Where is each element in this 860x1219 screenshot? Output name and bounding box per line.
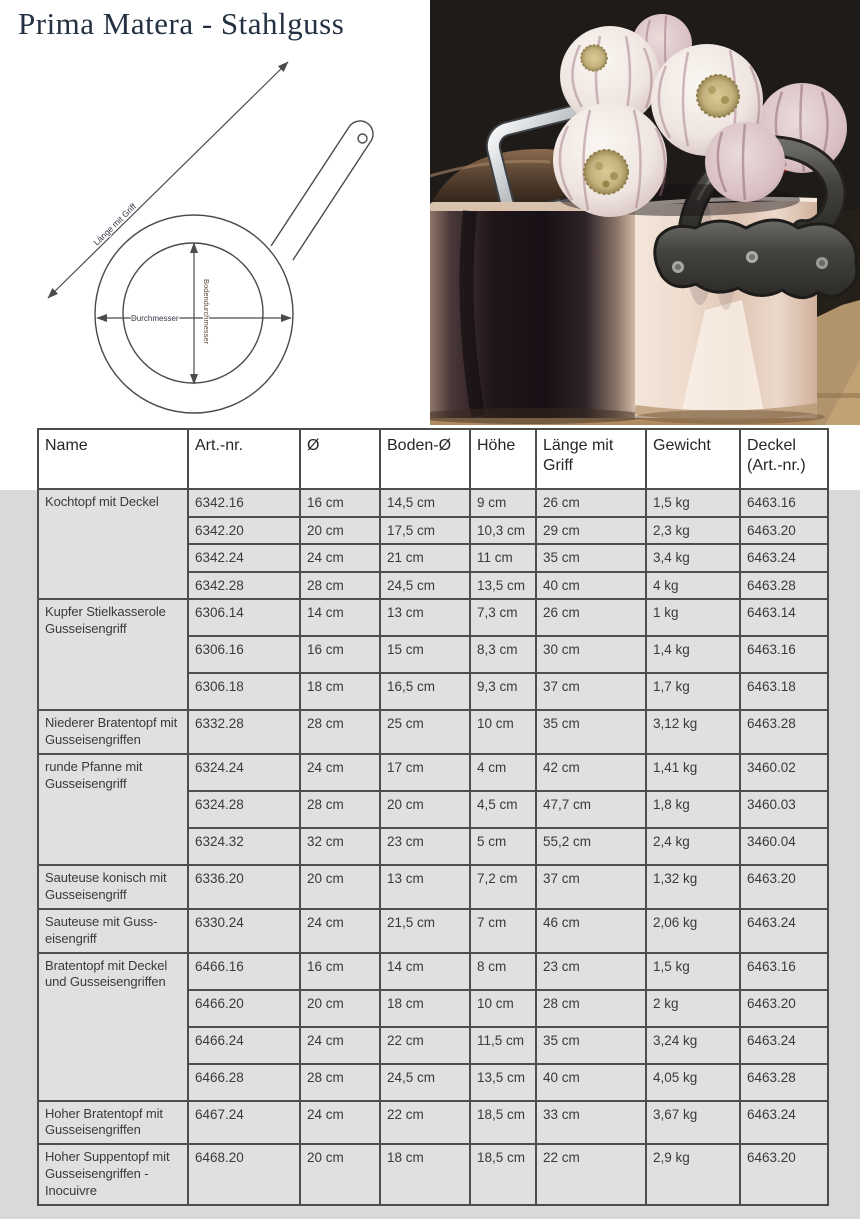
header-diameter: Ø bbox=[300, 429, 380, 489]
product-name-cell: Kupfer Stielkasserole Gusseisengriff bbox=[38, 599, 188, 710]
spec-cell: 6342.24 bbox=[188, 544, 300, 572]
spec-cell: 17,5 cm bbox=[380, 517, 470, 545]
spec-cell: 28 cm bbox=[536, 990, 646, 1027]
spec-cell: 40 cm bbox=[536, 572, 646, 600]
spec-cell: 16 cm bbox=[300, 489, 380, 517]
spec-cell: 42 cm bbox=[536, 754, 646, 791]
spec-cell: 6463.28 bbox=[740, 1064, 828, 1101]
spec-cell: 4 cm bbox=[470, 754, 536, 791]
spec-cell: 1,41 kg bbox=[646, 754, 740, 791]
spec-cell: 6332.28 bbox=[188, 710, 300, 754]
page-title: Prima Matera - Stahlguss bbox=[18, 6, 345, 41]
product-name-cell: Sauteuse konisch mit Gusseisengriff bbox=[38, 865, 188, 909]
product-name-cell: Kochtopf mit Deckel bbox=[38, 489, 188, 599]
spec-cell: 7,3 cm bbox=[470, 599, 536, 636]
spec-cell: 8 cm bbox=[470, 953, 536, 990]
pan-handle bbox=[271, 121, 373, 260]
spec-cell: 22 cm bbox=[380, 1027, 470, 1064]
header-weight: Gewicht bbox=[646, 429, 740, 489]
spec-cell: 22 cm bbox=[536, 1144, 646, 1205]
table-row bbox=[38, 953, 828, 990]
spec-cell: 6463.20 bbox=[740, 1144, 828, 1205]
spec-cell: 13 cm bbox=[380, 865, 470, 909]
table-row bbox=[38, 1101, 828, 1145]
spec-cell: 4 kg bbox=[646, 572, 740, 600]
product-name-cell: Sauteuse mit Guss-eisengriff bbox=[38, 909, 188, 953]
spec-cell: 23 cm bbox=[536, 953, 646, 990]
spec-cell: 20 cm bbox=[300, 865, 380, 909]
spec-cell: 26 cm bbox=[536, 599, 646, 636]
spec-cell: 6463.16 bbox=[740, 636, 828, 673]
table-row bbox=[38, 754, 828, 791]
spec-cell: 6336.20 bbox=[188, 865, 300, 909]
spec-cell: 24 cm bbox=[300, 1101, 380, 1145]
spec-cell: 37 cm bbox=[536, 865, 646, 909]
spec-cell: 6342.16 bbox=[188, 489, 300, 517]
spec-cell: 6463.20 bbox=[740, 865, 828, 909]
pan-diagram bbox=[0, 55, 400, 430]
spec-cell: 35 cm bbox=[536, 1027, 646, 1064]
spec-cell: 28 cm bbox=[300, 1064, 380, 1101]
spec-cell: 16,5 cm bbox=[380, 673, 470, 710]
spec-cell: 3,12 kg bbox=[646, 710, 740, 754]
product-photo bbox=[430, 0, 860, 425]
spec-cell: 16 cm bbox=[300, 636, 380, 673]
header-art-nr: Art.-nr. bbox=[188, 429, 300, 489]
spec-cell: 2,06 kg bbox=[646, 909, 740, 953]
spec-table bbox=[37, 428, 829, 1206]
spec-cell: 16 cm bbox=[300, 953, 380, 990]
spec-cell: 1,4 kg bbox=[646, 636, 740, 673]
spec-cell: 14 cm bbox=[300, 599, 380, 636]
spec-cell: 6466.24 bbox=[188, 1027, 300, 1064]
spec-cell: 25 cm bbox=[380, 710, 470, 754]
spec-cell: 6324.32 bbox=[188, 828, 300, 865]
header-lid-art-nr: Deckel (Art.-nr.) bbox=[740, 429, 828, 489]
spec-cell: 18,5 cm bbox=[470, 1144, 536, 1205]
spec-cell: 6463.18 bbox=[740, 673, 828, 710]
spec-cell: 6466.28 bbox=[188, 1064, 300, 1101]
spec-cell: 46 cm bbox=[536, 909, 646, 953]
table-row bbox=[38, 865, 828, 909]
spec-cell: 7 cm bbox=[470, 909, 536, 953]
spec-cell: 6463.20 bbox=[740, 990, 828, 1027]
spec-cell: 2,4 kg bbox=[646, 828, 740, 865]
length-label: Länge mit Griff bbox=[91, 201, 139, 248]
spec-cell: 32 cm bbox=[300, 828, 380, 865]
spec-cell: 24,5 cm bbox=[380, 572, 470, 600]
spec-cell: 24 cm bbox=[300, 909, 380, 953]
spec-cell: 22 cm bbox=[380, 1101, 470, 1145]
spec-cell: 6330.24 bbox=[188, 909, 300, 953]
spec-cell: 20 cm bbox=[380, 791, 470, 828]
spec-cell: 15 cm bbox=[380, 636, 470, 673]
spec-cell: 21,5 cm bbox=[380, 909, 470, 953]
product-name-cell: Bratentopf mit Deckel und Gusseisengriffen bbox=[38, 953, 188, 1101]
spec-cell: 6463.14 bbox=[740, 599, 828, 636]
spec-cell: 21 cm bbox=[380, 544, 470, 572]
header-name: Name bbox=[38, 429, 188, 489]
table-header-row bbox=[38, 429, 828, 489]
spec-cell: 17 cm bbox=[380, 754, 470, 791]
spec-cell: 3460.02 bbox=[740, 754, 828, 791]
header-bottom-diameter: Boden-Ø bbox=[380, 429, 470, 489]
spec-cell: 26 cm bbox=[536, 489, 646, 517]
spec-cell: 18 cm bbox=[380, 1144, 470, 1205]
product-name-cell: runde Pfanne mit Gusseisengriff bbox=[38, 754, 188, 865]
spec-cell: 6463.24 bbox=[740, 1027, 828, 1064]
spec-cell: 6342.20 bbox=[188, 517, 300, 545]
spec-cell: 11 cm bbox=[470, 544, 536, 572]
spec-cell: 3460.03 bbox=[740, 791, 828, 828]
spec-cell: 28 cm bbox=[300, 572, 380, 600]
spec-cell: 20 cm bbox=[300, 1144, 380, 1205]
spec-cell: 18 cm bbox=[380, 990, 470, 1027]
spec-cell: 13,5 cm bbox=[470, 1064, 536, 1101]
table-row bbox=[38, 909, 828, 953]
spec-cell: 23 cm bbox=[380, 828, 470, 865]
spec-cell: 6306.14 bbox=[188, 599, 300, 636]
spec-cell: 35 cm bbox=[536, 710, 646, 754]
handle-hole bbox=[358, 134, 367, 143]
spec-cell: 8,3 cm bbox=[470, 636, 536, 673]
product-name-cell: Hoher Bratentopf mit Gusseisengriffen bbox=[38, 1101, 188, 1145]
spec-cell: 40 cm bbox=[536, 1064, 646, 1101]
spec-cell: 24 cm bbox=[300, 1027, 380, 1064]
spec-cell: 6466.16 bbox=[188, 953, 300, 990]
spec-cell: 6463.24 bbox=[740, 544, 828, 572]
header-length-with-handle: Länge mit Griff bbox=[536, 429, 646, 489]
spec-cell: 6342.28 bbox=[188, 572, 300, 600]
spec-cell: 28 cm bbox=[300, 791, 380, 828]
spec-cell: 2,3 kg bbox=[646, 517, 740, 545]
spec-cell: 4,05 kg bbox=[646, 1064, 740, 1101]
spec-cell: 10,3 cm bbox=[470, 517, 536, 545]
table-row bbox=[38, 1144, 828, 1205]
table-row bbox=[38, 710, 828, 754]
diameter-label: Durchmesser bbox=[131, 314, 179, 323]
spec-cell: 6306.16 bbox=[188, 636, 300, 673]
spec-cell: 20 cm bbox=[300, 517, 380, 545]
spec-cell: 24 cm bbox=[300, 544, 380, 572]
spec-cell: 5 cm bbox=[470, 828, 536, 865]
spec-cell: 3,4 kg bbox=[646, 544, 740, 572]
spec-cell: 6306.18 bbox=[188, 673, 300, 710]
spec-cell: 10 cm bbox=[470, 710, 536, 754]
product-name-cell: Niederer Bratentopf mit Gusseisengriffen bbox=[38, 710, 188, 754]
product-name-cell: Hoher Suppentopf mit Gusseisengriffen - Inocuivre bbox=[38, 1144, 188, 1205]
spec-cell: 6463.16 bbox=[740, 953, 828, 990]
spec-cell: 4,5 cm bbox=[470, 791, 536, 828]
spec-cell: 2,9 kg bbox=[646, 1144, 740, 1205]
spec-cell: 37 cm bbox=[536, 673, 646, 710]
spec-cell: 47,7 cm bbox=[536, 791, 646, 828]
spec-cell: 6324.24 bbox=[188, 754, 300, 791]
spec-cell: 24,5 cm bbox=[380, 1064, 470, 1101]
spec-cell: 33 cm bbox=[536, 1101, 646, 1145]
spec-cell: 3460.04 bbox=[740, 828, 828, 865]
length-arrow bbox=[48, 62, 288, 298]
pan-inner-circle bbox=[123, 243, 263, 383]
spec-cell: 29 cm bbox=[536, 517, 646, 545]
spec-cell: 35 cm bbox=[536, 544, 646, 572]
spec-cell: 6463.24 bbox=[740, 1101, 828, 1145]
spec-cell: 24 cm bbox=[300, 754, 380, 791]
spec-cell: 1,32 kg bbox=[646, 865, 740, 909]
spec-cell: 9,3 cm bbox=[470, 673, 536, 710]
spec-cell: 6463.16 bbox=[740, 489, 828, 517]
spec-cell: 6463.28 bbox=[740, 572, 828, 600]
spec-cell: 1,7 kg bbox=[646, 673, 740, 710]
bottom-diameter-label: Bodendurchmesser bbox=[202, 279, 211, 345]
spec-cell: 30 cm bbox=[536, 636, 646, 673]
spec-cell: 28 cm bbox=[300, 710, 380, 754]
spec-cell: 6468.20 bbox=[188, 1144, 300, 1205]
spec-cell: 1 kg bbox=[646, 599, 740, 636]
table-row bbox=[38, 599, 828, 636]
spec-cell: 6467.24 bbox=[188, 1101, 300, 1145]
spec-cell: 55,2 cm bbox=[536, 828, 646, 865]
spec-cell: 1,5 kg bbox=[646, 953, 740, 990]
spec-cell: 6466.20 bbox=[188, 990, 300, 1027]
spec-cell: 10 cm bbox=[470, 990, 536, 1027]
spec-cell: 14,5 cm bbox=[380, 489, 470, 517]
spec-cell: 3,24 kg bbox=[646, 1027, 740, 1064]
spec-cell: 6463.28 bbox=[740, 710, 828, 754]
table-row bbox=[38, 489, 828, 517]
header-height: Höhe bbox=[470, 429, 536, 489]
spec-cell: 7,2 cm bbox=[470, 865, 536, 909]
spec-cell: 1,5 kg bbox=[646, 489, 740, 517]
spec-cell: 2 kg bbox=[646, 990, 740, 1027]
spec-cell: 20 cm bbox=[300, 990, 380, 1027]
spec-cell: 6324.28 bbox=[188, 791, 300, 828]
spec-cell: 3,67 kg bbox=[646, 1101, 740, 1145]
spec-cell: 1,8 kg bbox=[646, 791, 740, 828]
spec-cell: 11,5 cm bbox=[470, 1027, 536, 1064]
spec-cell: 18 cm bbox=[300, 673, 380, 710]
table-body bbox=[38, 489, 828, 1205]
spec-cell: 13 cm bbox=[380, 599, 470, 636]
spec-cell: 14 cm bbox=[380, 953, 470, 990]
spec-cell: 6463.24 bbox=[740, 909, 828, 953]
spec-cell: 13,5 cm bbox=[470, 572, 536, 600]
spec-cell: 9 cm bbox=[470, 489, 536, 517]
spec-cell: 18,5 cm bbox=[470, 1101, 536, 1145]
spec-cell: 6463.20 bbox=[740, 517, 828, 545]
